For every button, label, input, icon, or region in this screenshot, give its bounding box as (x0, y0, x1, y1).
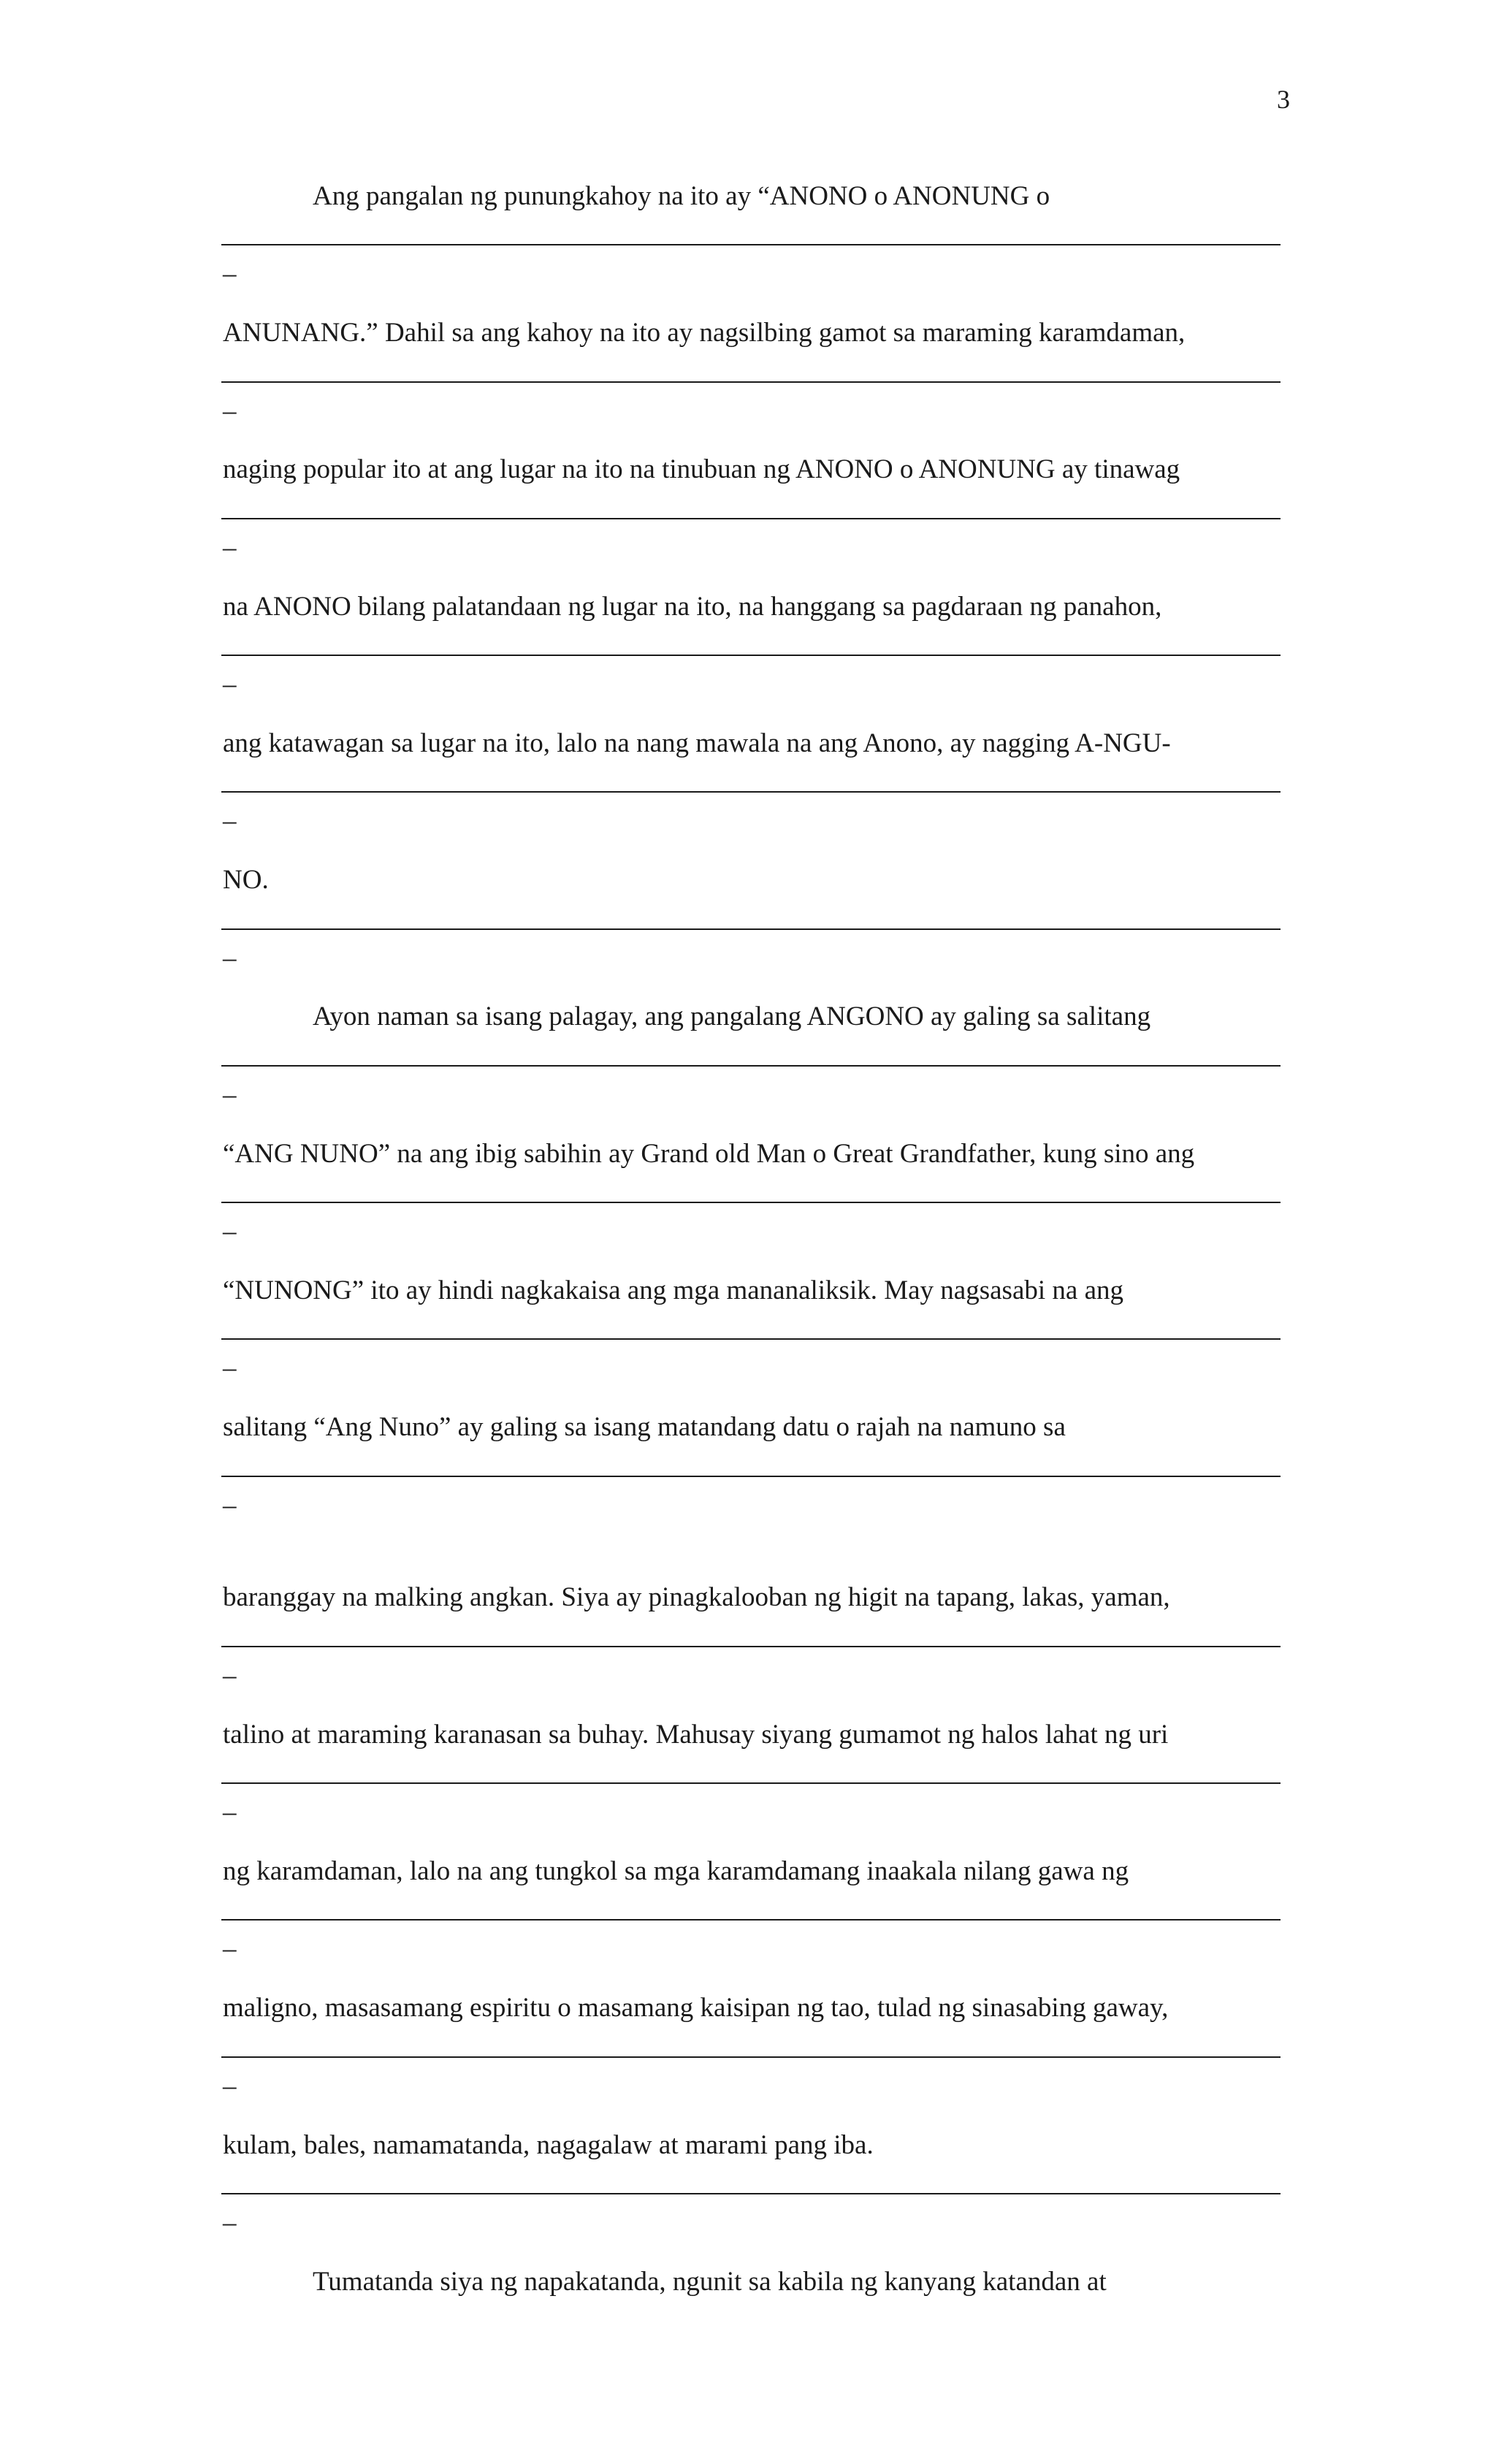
dash-mark: – (223, 2071, 237, 2101)
horizontal-rule (221, 928, 1281, 930)
horizontal-rule (221, 518, 1281, 519)
text-line: naging popular ito at ang lugar na ito na tinubuan ng ANONO o ANONUNG ay tinawag (223, 454, 1180, 484)
text-line: salitang “Ang Nuno” ay galing sa isang matandang datu o rajah na namuno sa (223, 1412, 1066, 1442)
dash-mark: – (223, 533, 237, 562)
text-line: Tumatanda siya ng napakatanda, ngunit sa kabila ng kanyang katandan at (313, 2267, 1107, 2297)
text-line: kulam, bales, namamatanda, nagagalaw at marami pang iba. (223, 2130, 874, 2160)
horizontal-rule (221, 1919, 1281, 1921)
horizontal-rule (221, 1646, 1281, 1647)
horizontal-rule (221, 2056, 1281, 2058)
horizontal-rule (221, 1338, 1281, 1340)
dash-mark: – (223, 943, 237, 973)
horizontal-rule (221, 1476, 1281, 1477)
text-line: maligno, masasamang espiritu o masamang kaisipan ng tao, tulad ng sinasabing gaway, (223, 1993, 1169, 2023)
horizontal-rule (221, 381, 1281, 383)
horizontal-rule (221, 791, 1281, 793)
dash-mark: – (223, 806, 237, 836)
text-line: Ayon naman sa isang palagay, ang pangalang ANGONO ay galing sa salitang (313, 1002, 1151, 1031)
dash-mark: – (223, 396, 237, 426)
text-line: na ANONO bilang palatandaan ng lugar na ito, na hanggang sa pagdaraan ng panahon, (223, 592, 1162, 622)
dash-mark: – (223, 2208, 237, 2238)
dash-mark: – (223, 1797, 237, 1827)
dash-mark: – (223, 1660, 237, 1690)
text-line: ang katawagan sa lugar na ito, lalo na nang mawala na ang Anono, ay nagging A-NGU- (223, 728, 1171, 758)
dash-mark: – (223, 669, 237, 699)
horizontal-rule (221, 655, 1281, 656)
text-line: “ANG NUNO” na ang ibig sabihin ay Grand old Man o Great Grandfather, kung sino ang (223, 1139, 1195, 1169)
horizontal-rule (221, 1065, 1281, 1067)
dash-mark: – (223, 1490, 237, 1520)
text-line: ng karamdaman, lalo na ang tungkol sa mga karamdamang inaakala nilang gawa ng (223, 1856, 1129, 1886)
horizontal-rule (221, 2193, 1281, 2194)
text-line: “NUNONG” ito ay hindi nagkakaisa ang mga mananaliksik. May nagsasabi na ang (223, 1275, 1123, 1305)
dash-mark: – (223, 1216, 237, 1246)
horizontal-rule (221, 1202, 1281, 1203)
text-line: talino at maraming karanasan sa buhay. Mahusay siyang gumamot ng halos lahat ng uri (223, 1720, 1169, 1750)
text-line: baranggay na malking angkan. Siya ay pinagkalooban ng higit na tapang, lakas, yaman, (223, 1582, 1170, 1612)
page-number: 3 (1277, 85, 1290, 114)
text-line: ANUNANG.” Dahil sa ang kahoy na ito ay nagsilbing gamot sa maraming karamdaman, (223, 318, 1186, 348)
dash-mark: – (223, 1353, 237, 1383)
dash-mark: – (223, 1934, 237, 1964)
horizontal-rule (221, 244, 1281, 245)
dash-mark: – (223, 1080, 237, 1110)
text-line: NO. (223, 865, 269, 895)
dash-mark: – (223, 259, 237, 289)
horizontal-rule (221, 1782, 1281, 1784)
text-line: Ang pangalan ng punungkahoy na ito ay “ANONO o ANONUNG o (313, 181, 1050, 211)
